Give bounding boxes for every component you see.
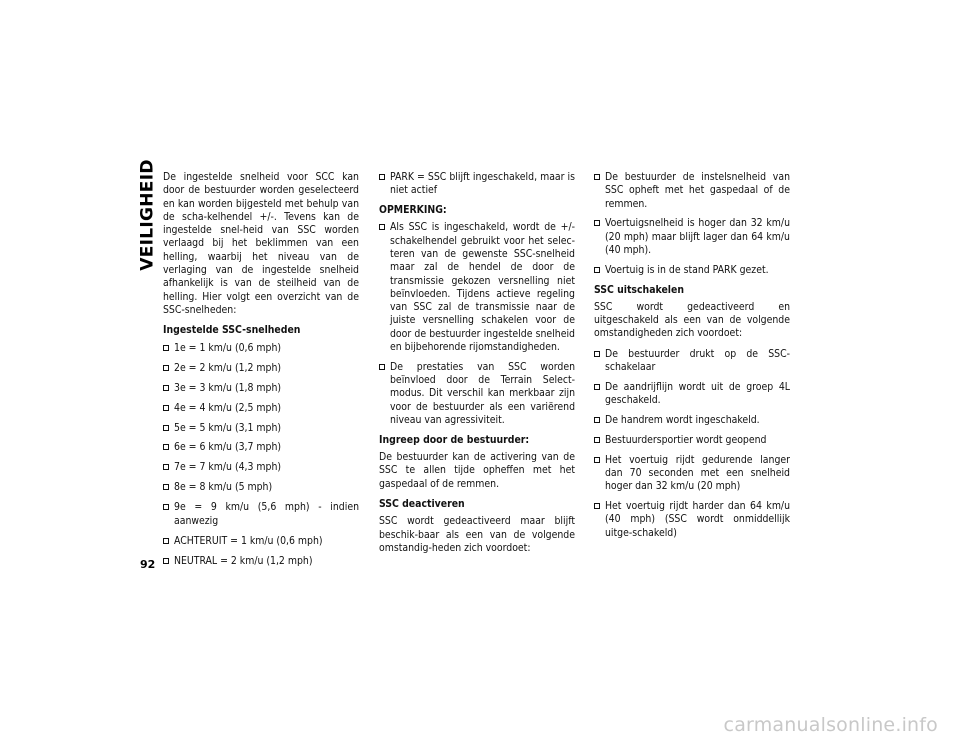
- list-item: 9e = 9 km/u (5,6 mph) - indien aanwezig: [163, 501, 359, 528]
- checkbox-bullet-icon: [594, 457, 600, 463]
- park-list: [379, 171, 575, 198]
- override-paragraph: De bestuurder kan de activering van de SSC te allen tijde opheffen met het gaspedaal of de remmen.: [379, 451, 575, 490]
- list-item: De bestuurder drukt op de SSC-schakelaar: [594, 348, 790, 375]
- list-item: Als SSC is ingeschakeld, wordt de +/- schakelhendel gebruikt voor het selec-teren van de gewenste SSC-snelheid maar zal de hendel de door de transmissie gekozen versnelling niet beïnvloeden. Tijdens actieve regeling van SSC zal de transmissie naar de juiste versnelling schakelen voor de door de bestuurder ingestelde snelheid en bijbehorende rijomstandigheden.: [379, 221, 575, 354]
- list-item: Voertuig is in de stand PARK gezet.: [594, 264, 790, 277]
- list-item: 3e = 3 km/u (1,8 mph): [163, 382, 359, 395]
- checkbox-bullet-icon: [163, 444, 169, 450]
- list-item: Het voertuig rijdt harder dan 64 km/u (40 mph) (SSC wordt onmiddellijk uitge-schakeld): [594, 500, 790, 540]
- section-title: VEILIGHEID: [138, 159, 159, 271]
- checkbox-bullet-icon: [379, 174, 385, 180]
- checkbox-bullet-icon: [594, 503, 600, 509]
- checkbox-bullet-icon: [594, 267, 600, 273]
- checkbox-bullet-icon: [379, 224, 385, 230]
- watermark[interactable]: carmanualsonline.info: [723, 714, 938, 736]
- column-1: [163, 171, 359, 575]
- checkbox-bullet-icon: [594, 174, 600, 180]
- list-item: Het voertuig rijdt gedurende langer dan 70 seconden met een snelheid hoger dan 32 km/u (20 mph): [594, 454, 790, 494]
- intro-paragraph: De ingestelde snelheid voor SCC kan door de bestuurder worden geselecteerd en kan worden bijgesteld met behulp van de scha-kelhendel +/-. Tevens kan de ingestelde snel-heid van SSC worden verlaagd bij het beklimmen van een helling, waarbij het niveau van de verlaging van de ingestelde snelheid afhankelijk is van de steilheid van de helling. Hier volgt een overzicht van de SSC-snelheden:: [163, 171, 359, 316]
- checkbox-bullet-icon: [163, 425, 169, 431]
- checkbox-bullet-icon: [594, 437, 600, 443]
- checkbox-bullet-icon: [163, 538, 169, 544]
- list-item: De aandrijflijn wordt uit de groep 4L geschakeld.: [594, 381, 790, 408]
- speeds-heading: Ingestelde SSC-snelheden: [163, 324, 301, 337]
- list-item: 2e = 2 km/u (1,2 mph): [163, 362, 359, 375]
- deactivate-list: [594, 171, 790, 277]
- off-paragraph: SSC wordt gedeactiveerd en uitgeschakeld als een van de volgende omstandigheden zich voordoet:: [594, 300, 790, 340]
- list-item: PARK = SSC blijft ingeschakeld, maar is niet actief: [379, 171, 575, 198]
- list-item: ACHTERUIT = 1 km/u (0,6 mph): [163, 535, 359, 548]
- list-item: Bestuurdersportier wordt geopend: [594, 434, 790, 447]
- list-item: De bestuurder de instelsnelheid van SSC opheft met het gaspedaal of de remmen.: [594, 171, 790, 211]
- checkbox-bullet-icon: [163, 464, 169, 470]
- override-heading: Ingreep door de bestuurder:: [379, 433, 530, 446]
- list-item: De handrem wordt ingeschakeld.: [594, 414, 790, 427]
- list-item: 7e = 7 km/u (4,3 mph): [163, 461, 359, 474]
- column-3: [594, 171, 790, 546]
- list-item: 1e = 1 km/u (0,6 mph): [163, 342, 359, 355]
- list-item: NEUTRAL = 2 km/u (1,2 mph): [163, 555, 359, 568]
- note-heading: OPMERKING:: [379, 204, 447, 217]
- checkbox-bullet-icon: [163, 504, 169, 510]
- deactivate-heading: SSC deactiveren: [379, 498, 465, 511]
- checkbox-bullet-icon: [594, 417, 600, 423]
- checkbox-bullet-icon: [163, 558, 169, 564]
- list-item: 4e = 4 km/u (2,5 mph): [163, 402, 359, 415]
- list-item: Voertuigsnelheid is hoger dan 32 km/u (20 mph) maar blijft lager dan 64 km/u (40 mph).: [594, 217, 790, 257]
- checkbox-bullet-icon: [594, 220, 600, 226]
- deactivate-paragraph: SSC wordt gedeactiveerd maar blijft beschik-baar als een van de volgende omstandig-heden zich voordoet:: [379, 515, 575, 554]
- page-number: 92: [140, 558, 156, 571]
- speeds-list: [163, 342, 359, 568]
- list-item: 6e = 6 km/u (3,7 mph): [163, 441, 359, 454]
- checkbox-bullet-icon: [163, 405, 169, 411]
- checkbox-bullet-icon: [163, 385, 169, 391]
- checkbox-bullet-icon: [379, 364, 385, 370]
- off-list: [594, 348, 790, 540]
- checkbox-bullet-icon: [163, 345, 169, 351]
- column-2: [379, 171, 575, 562]
- checkbox-bullet-icon: [163, 365, 169, 371]
- checkbox-bullet-icon: [594, 351, 600, 357]
- note-list: [379, 221, 575, 427]
- checkbox-bullet-icon: [594, 384, 600, 390]
- list-item: De prestaties van SSC worden beïnvloed door de Terrain Select-modus. Dit verschil kan merkbaar zijn voor de bestuurder als een variërend niveau van agressiviteit.: [379, 361, 575, 427]
- list-item: 8e = 8 km/u (5 mph): [163, 481, 359, 494]
- checkbox-bullet-icon: [163, 484, 169, 490]
- list-item: 5e = 5 km/u (3,1 mph): [163, 422, 359, 435]
- off-heading: SSC uitschakelen: [594, 283, 684, 296]
